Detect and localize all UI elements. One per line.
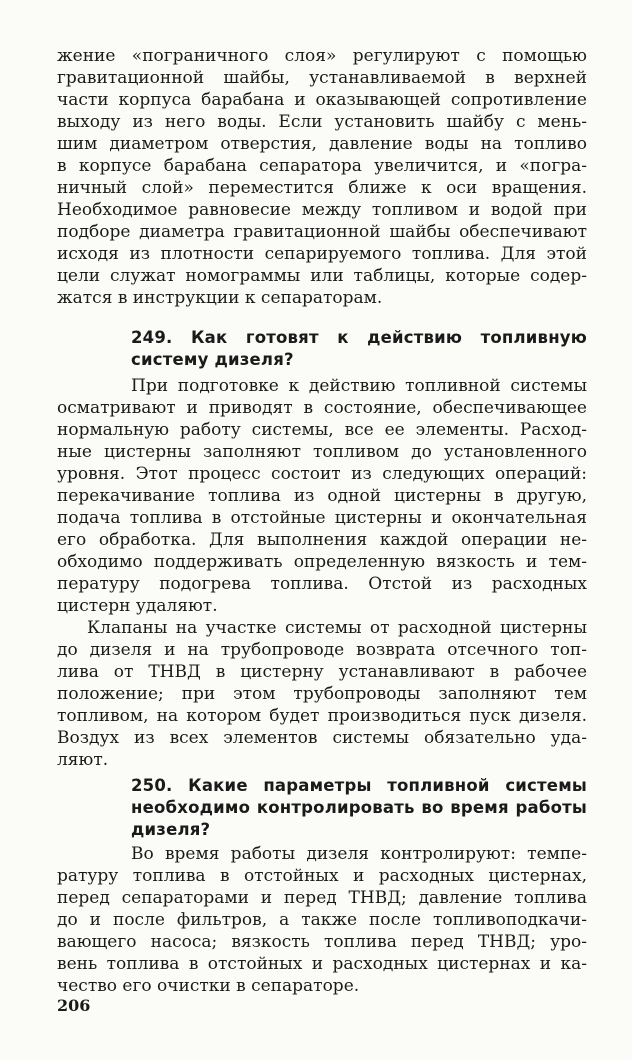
heading-line: 249. Как готовят к действию топливную bbox=[131, 328, 587, 347]
text-line: подборе диаметра гравитационной шайбы обеспечивают bbox=[57, 222, 587, 242]
text-line: ные цистерны заполняют топливом до установленного bbox=[57, 442, 587, 462]
heading-line: необходимо контролировать во время работы bbox=[131, 798, 587, 817]
heading-line: систему дизеля? bbox=[131, 350, 294, 369]
text-line: положение; при этом трубопроводы заполняют тем bbox=[57, 684, 587, 704]
text-line: Клапаны на участке системы от расходной цистерны bbox=[87, 618, 587, 638]
heading-line: 250. Какие параметры топливной системы bbox=[131, 776, 587, 795]
text-line: ничный слой» переместится ближе к оси вращения. bbox=[57, 178, 587, 198]
text-line: подача топлива в отстойные цистерны и окончательная bbox=[57, 508, 587, 528]
text-line: ляют. bbox=[57, 750, 109, 770]
text-line: исходя из плотности сепарируемого топлива. Для этой bbox=[57, 244, 587, 264]
text-line: жатся в инструкции к сепараторам. bbox=[57, 288, 383, 308]
text-line: уровня. Этот процесс состоит из следующих операций: bbox=[57, 464, 587, 484]
text-line: топливом, на котором будет производиться пуск дизеля. bbox=[57, 706, 587, 726]
text-line: При подготовке к действию топливной системы bbox=[131, 376, 587, 396]
text-line: в корпусе барабана сепаратора увеличится, и «погра- bbox=[57, 156, 587, 176]
text-line: гравитационной шайбы, устанавливаемой в верхней bbox=[57, 68, 587, 88]
text-line: перед сепараторами и перед ТНВД; давление топлива bbox=[57, 888, 587, 908]
text-line: выходу из него воды. Если установить шайбу с мень- bbox=[57, 112, 587, 132]
text-line: перекачивание топлива из одной цистерны в другую, bbox=[57, 486, 587, 506]
text-line: осматривают и приводят в состояние, обеспечивающее bbox=[57, 398, 587, 418]
text-line: пературу подогрева топлива. Отстой из расходных bbox=[57, 574, 587, 594]
text-line: части корпуса барабана и оказывающей сопротивление bbox=[57, 90, 587, 110]
text-line: вень топлива в отстойных и расходных цистернах и ка- bbox=[57, 954, 587, 974]
text-line: нормальную работу системы, все ее элементы. Расход- bbox=[57, 420, 587, 440]
text-line: до и после фильтров, а также после топливоподкачи- bbox=[57, 910, 587, 930]
text-line: чество его очистки в сепараторе. bbox=[57, 976, 360, 996]
text-line: обходимо поддерживать определенную вязкость и тем- bbox=[57, 552, 587, 572]
text-line: жение «пограничного слоя» регулируют с помощью bbox=[57, 46, 587, 66]
text-line: Во время работы дизеля контролируют: темпе- bbox=[131, 844, 587, 864]
text-line: вающего насоса; вязкость топлива перед ТНВД; уро- bbox=[57, 932, 587, 952]
text-line: Необходимое равновесие между топливом и водой при bbox=[57, 200, 587, 220]
heading-line: дизеля? bbox=[131, 820, 211, 839]
text-line: его обработка. Для выполнения каждой операции не- bbox=[57, 530, 587, 550]
page-number: 206 bbox=[57, 996, 91, 1015]
text-line: цистерн удаляют. bbox=[57, 596, 218, 616]
text-line: шим диаметром отверстия, давление воды на топливо bbox=[57, 134, 587, 154]
text-line: Воздух из всех элементов системы обязательно уда- bbox=[57, 728, 587, 748]
text-line: ратуру топлива в отстойных и расходных цистернах, bbox=[57, 866, 587, 886]
text-line: лива от ТНВД в цистерну устанавливают в рабочее bbox=[57, 662, 587, 682]
text-line: до дизеля и на трубопроводе возврата отсечного топ- bbox=[57, 640, 587, 660]
text-line: цели служат номограммы или таблицы, которые содер- bbox=[57, 266, 587, 286]
